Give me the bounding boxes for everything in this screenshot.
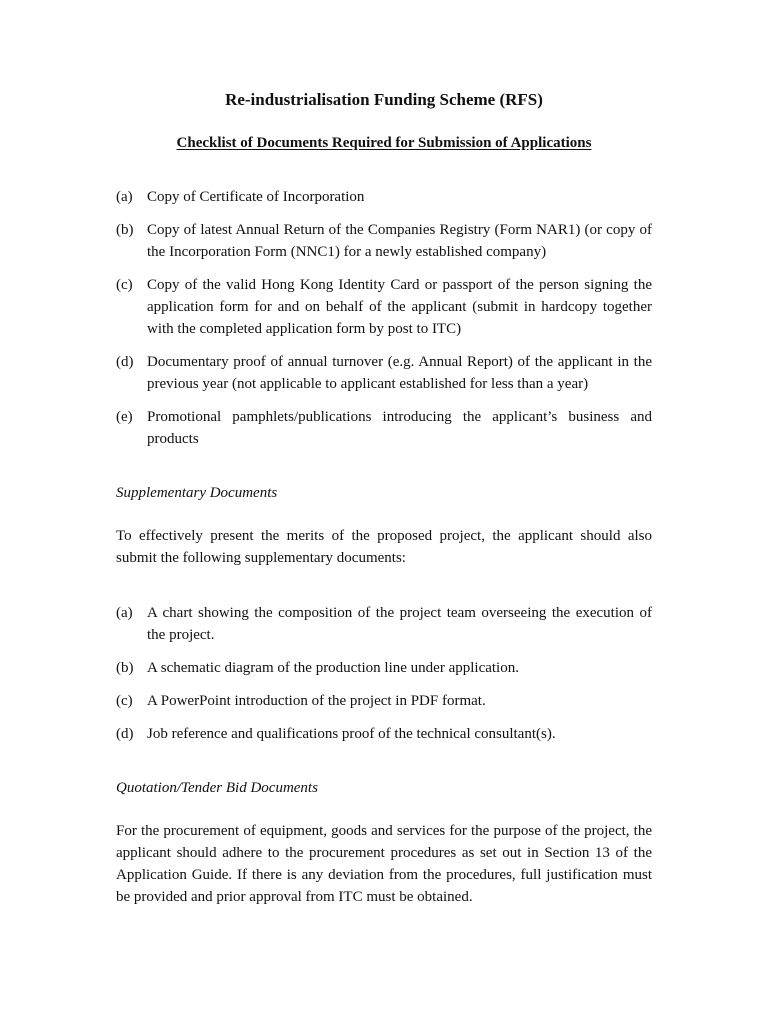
list-item (116, 690, 652, 712)
list-item-label: (d) (116, 726, 134, 742)
list-item-text: A schematic diagram of the production line under application. (147, 660, 519, 676)
list-item-text: Promotional pamphlets/publications introducing the applicant’s business and products (147, 409, 652, 447)
list-item-text: Documentary proof of annual turnover (e.g. Annual Report) of the applicant in the previous year (not applicable to applicant established for less than a year) (147, 354, 652, 392)
list-item (116, 602, 652, 646)
list-item-text: Copy of the valid Hong Kong Identity Card or passport of the person signing the application form for and on behalf of the applicant (submit in hardcopy together with the completed application form by post to ITC) (147, 277, 652, 337)
supplementary-documents-list (116, 602, 652, 745)
list-item-text: A chart showing the composition of the project team overseeing the execution of the project. (147, 605, 652, 643)
list-item-label: (b) (116, 660, 134, 676)
list-item-text: Job reference and qualifications proof of the technical consultant(s). (147, 726, 556, 742)
list-item (116, 274, 652, 340)
list-item-text: Copy of latest Annual Return of the Companies Registry (Form NAR1) (or copy of the Incorporation Form (NNC1) for a newly established company) (147, 222, 652, 260)
document-subtitle-text: Checklist of Documents Required for Submission of Applications (176, 135, 592, 151)
list-item-label: (d) (116, 354, 134, 370)
quotation-body: For the procurement of equipment, goods and services for the purpose of the project, the applicant should adhere to the procurement procedures as set out in Section 13 of the Application Guide. If there is any deviation from the procedures, full justification must be provided and prior approval from ITC must be obtained. (116, 823, 652, 905)
list-item (116, 186, 652, 208)
list-item (116, 351, 652, 395)
list-item (116, 723, 652, 745)
list-item (116, 657, 652, 679)
list-item-label: (c) (116, 693, 133, 709)
list-item-label: (a) (116, 605, 133, 621)
supplementary-heading: Supplementary Documents (116, 485, 278, 501)
quotation-heading: Quotation/Tender Bid Documents (116, 780, 318, 796)
document-title: Re-industrialisation Funding Scheme (RFS) (225, 90, 543, 109)
list-item-label: (b) (116, 222, 134, 238)
list-item-label: (e) (116, 409, 133, 425)
list-item-text: Copy of Certificate of Incorporation (147, 189, 365, 205)
supplementary-intro: To effectively present the merits of the proposed project, the applicant should also submit the following supplementary documents: (116, 528, 652, 566)
required-documents-list (116, 186, 652, 450)
document-subtitle (0, 133, 768, 153)
list-item (116, 406, 652, 450)
list-item-text: A PowerPoint introduction of the project in PDF format. (147, 693, 486, 709)
list-item-label: (c) (116, 277, 133, 293)
list-item (116, 219, 652, 263)
list-item-label: (a) (116, 189, 133, 205)
